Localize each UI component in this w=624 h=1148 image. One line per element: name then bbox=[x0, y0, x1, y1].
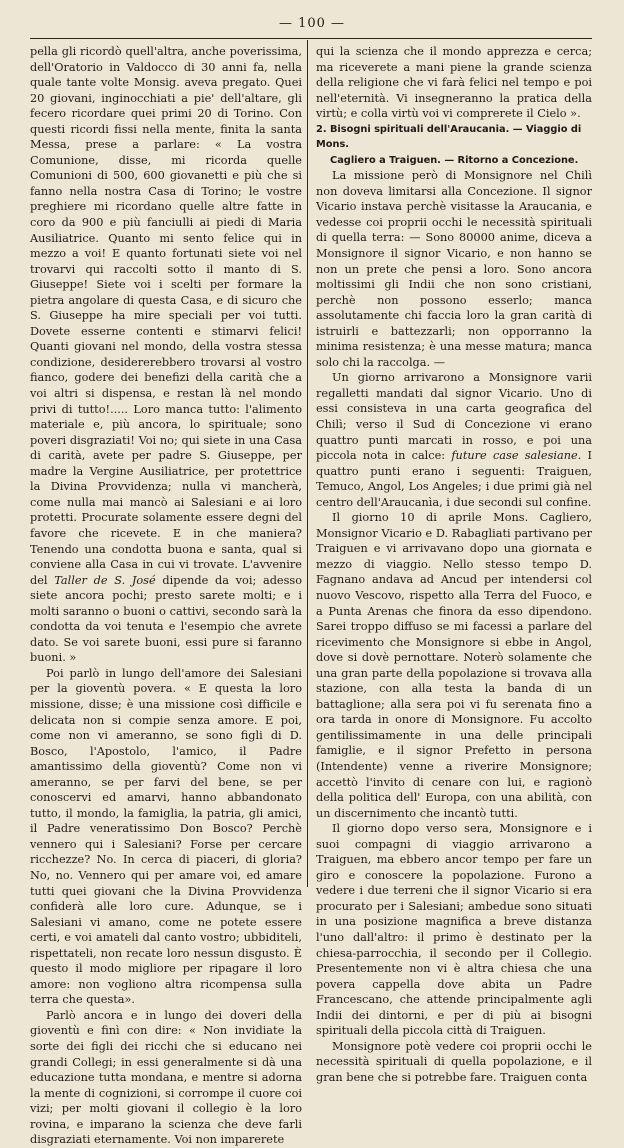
paragraph: Parlò ancora e in lungo dei doveri della gioventù e finì con dire: « Non invidiate la sorte dei figli dei ricchi che si educano nei grandi Collegi; in essi generalmente si dà una educazione tutta mondana, e mentre si adorna la mente di cognizioni, si corrompe il cuore coi vizi; per molti giovani il collegio è la loro rovina, e imparano la scienza che deve farli disgraziati eternamente. Voi non imparerete bbox=[30, 1008, 302, 1147]
header-rule bbox=[30, 38, 592, 39]
section-heading: 2. Bisogni spirituali dell'Araucania. — Viaggio di Mons. bbox=[316, 123, 582, 151]
left-column bbox=[30, 44, 302, 1148]
page-number: — 100 — bbox=[278, 16, 346, 31]
paragraph: Monsignore potè vedere coi proprii occhi le necessità spirituali di quella popolazione, e il gran bene che si potrebbe fare. Traiguen conta bbox=[316, 1039, 592, 1084]
paragraph-text: pella gli ricordò quell'altra, anche poverissima, dell'Oratorio in Valdocco di 30 anni fa, nella quale tante volte Monsig. aveva pregato. Quei 20 giovani, inginocchiati a pie' dell'altare, gli fecero ricordare quei primi 20 di Torino. Con questi ricordi fissi nella mente, finita la santa Messa, prese a parlare: « La vostra Comunione, disse, mi ricorda quelle Comunioni di 500, 600 giovanetti e più che si fanno nella nostra Casa di Torino; le vostre preghiere mi ricordano quelle altre fatte in coro da 900 e più fanciulli ai piedi di Maria Ausiliatrice. Quanto mi sento felice qui in mezzo a voi! E quanto fortunati siete voi nel trovarvi qui raccolti sotto il manto di S. Giuseppe! Siete voi i scelti per formare la pietra angolare di questa Casa, e di sicuro che S. Giuseppe ha mire speciali per voi tutti. Dovete esserne contenti e stimarvi felici! Quanti giovani nel mondo, della vostra stessa condizione, desidererebbero trovarsi al vostro fianco, godere dei benefizi della carità che a voi altri si dispensa, e restan là nel mondo privi di tutto!..... Loro manca tutto: l'alimento materiale e, più ancora, lo spirituale; sono poveri disgraziati! Voi no; qui siete in una Casa di carità, avete per padre S. Giuseppe, per madre la Vergine Ausiliatrice, per protettrice la Divina Provvidenza; nulla vi mancherà, come nulla mai mancò ai Salesiani e ai loro protetti. Procurate solamente essere degni del favore che ricevete. E in che maniera? Tenendo una condotta buona e santa, qual si conviene alla Casa in cui vi trovate. L'avvenire del bbox=[30, 45, 302, 587]
paragraph-text: dipende da voi; adesso siete ancora pochi; presto sarete molti; e i molti saranno o buoni o cattivi, secondo sarà la condotta da voi tenuta e l'esempio che avrete dato. Se voi sarete buoni, essi pure si faranno buoni. » bbox=[30, 573, 303, 665]
paragraph: Il giorno dopo verso sera, Monsignore e i suoi compagni di viaggio arrivarono a Traiguen, ma ebbero ancor tempo per fare un giro e conoscere la popolazione. Furono a vedere i due terreni che il signor Vicario si era procurato per i Salesiani; ambedue sono situati in una posizione magnifica a breve distanza l'uno dall'altro: il primo è destinato per la chiesa-parrocchia, il secondo per il Collegio. Presentemente non vi è altra chiesa che una povera cappella dove abita un Padre Francescano, che attende principalmente agli Indii dei dintorni, e per di più ai bisogni spirituali della piccola città di Traiguen. bbox=[316, 822, 592, 1038]
section-heading-continued: Cagliero a Traiguen. — Ritorno a Concezione. bbox=[330, 154, 579, 166]
paragraph: La missione però di Monsignore nel Chilì non doveva limitarsi alla Concezione. Il signor Vicario instava perchè visitasse la Araucania, e vedesse coi proprii occhi le necessità spirituali di quella terra: — Sono 80000 anime, diceva a Monsignore il signor Vicario, e non hanno se non un prete che pensi a loro. Sono ancora moltissimi gli Indii che non sono cristiani, perchè non possono esserlo; manca assolutamente chi faccia loro la gran carità di istruirli e battezzarli; non opporranno la minima resistenza; è una messe matura; manca solo chi la raccolga. — bbox=[316, 169, 592, 369]
paragraph: qui la scienza che il mondo apprezza e cerca; ma riceverete a mani piene la grande scienza della religione che vi farà felici nel tempo e poi nell'eternità. Vi insegneranno la pratica della virtù; e colla virtù voi vi comprerete il Cielo ». bbox=[316, 45, 592, 121]
paragraph-text: Un giorno arrivarono a Monsignore varii regalletti mandati dal signor Vicario. Uno di essi consisteva in una carta geografica del Chilì; verso il Sud di Concezione vi erano quattro punti marcati in rosso, e poi una piccola nota in calce: bbox=[316, 371, 592, 463]
column-divider bbox=[307, 40, 308, 887]
italic-text: future case salesiane. bbox=[451, 449, 582, 463]
paragraph-text: I quattro punti erano i seguenti: Traiguen, Temuco, Angol, Los Angeles; i due primi già nel centro dell'Araucanìa, i due secondi sul confine. bbox=[316, 449, 593, 509]
italic-text: Taller de S. José bbox=[54, 573, 156, 587]
paragraph bbox=[30, 44, 302, 666]
paragraph: Il giorno 10 di aprile Mons. Cagliero, Monsignor Vicario e D. Rabagliati partivano per Traiguen e vi arrivavano dopo una giornata e mezzo di viaggio. Nello stesso tempo D. Fagnano andava ad Ancud per intendersi col nuovo Vescovo, rispetto alla Terra del Fuoco, e a Punta Arenas che finora da esso dipendono. Sarei troppo diffuso se mi facessi a parlare del ricevimento che Monsignore si ebbe in Angol, dove si dovè pernottare. Noterò solamente che una gran parte della popolazione si trovava alla stazione, con alla testa la banda di un battaglione; alla sera poi vi fu serenata fino a ora tarda in onore di Monsignore. Fu accolto gentilissimamente in una delle principali famiglie, e il signor Prefetto in persona (Intendente) venne a riverire Monsignore; accettò l'invito di cenare con lui, e ragionò della politica dell' Europa, con una abilità, con un discernimento che incantò tutti. bbox=[316, 511, 592, 820]
paragraph: Poi parlò in lungo dell'amore dei Salesiani per la gioventù povera. « E questa la loro missione, disse; è una missione così difficile e delicata non si compie senza amore. E poi, come non vi ameranno, se sono figli di D. Bosco, l'Apostolo, l'amico, il Padre amantissimo della gioventù? Come non vi ameranno, se per farvi del bene, se per conoscervi ed amarvi, hanno abbandonato tutto, il mondo, la famiglia, la patria, gli amici, il Padre veneratissimo Don Bosco? Perchè vennero qui i Salesiani? Forse per cercare ricchezze? No. In cerca di piaceri, di gloria? No, no. Vennero qui per amare voi, ed amare tutti quei giovani che la Divina Provvidenza confiderà alle loro cure. Adunque, se i Salesiani vi amano, come ne potete essere certi, e voi amateli dal canto vostro; ubbiditeli, rispettateli, non recate loro nessun disgusto. È questo il modo migliore per ripagare il loro amore: non vogliono altra ricompensa sulla terra che questa». bbox=[30, 666, 302, 1007]
paragraph bbox=[316, 370, 592, 510]
right-column bbox=[316, 44, 592, 1086]
